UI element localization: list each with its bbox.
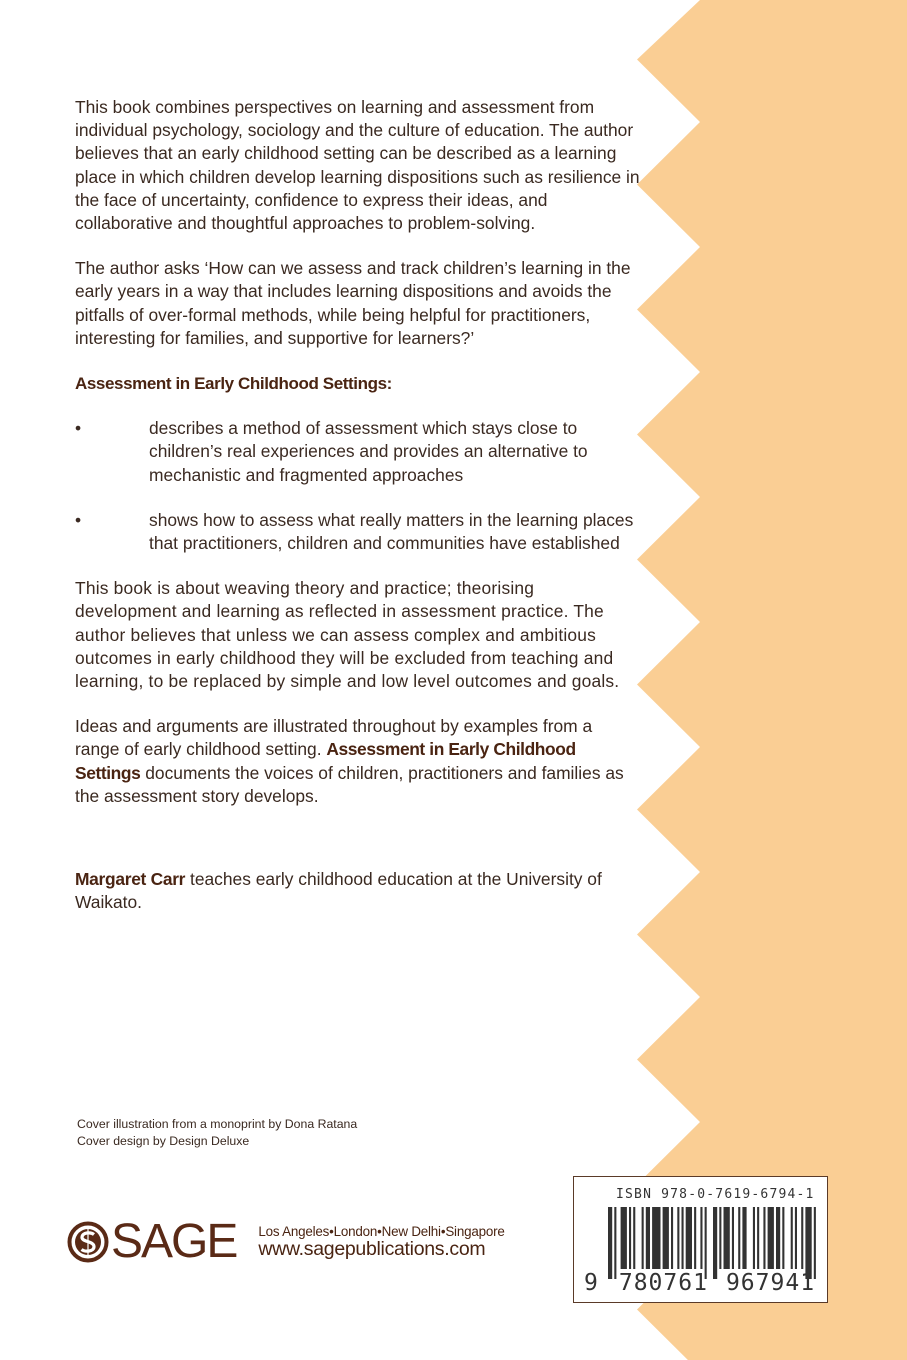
feature-text: shows how to assess what really matters in the learning places that practitioners, children and communities have established xyxy=(149,509,634,554)
barcode-lead-digit: 9 xyxy=(584,1270,599,1296)
publisher-block xyxy=(67,1215,505,1268)
author-bio xyxy=(75,868,640,914)
sage-logo xyxy=(67,1215,237,1268)
barcode-right-digits: 967941 xyxy=(725,1270,816,1296)
sage-wordmark: SAGE xyxy=(111,1215,237,1268)
question-paragraph: The author asks ‘How can we assess and track children’s learning in the early years in a way that includes learning dispositions and avoids the pitfalls of over-formal methods, while being helpful for practitioners, interesting for families, and supportive for learners?’ xyxy=(75,258,631,348)
examples-text-end: documents the voices of children, practitioners and families as the assessment story develops. xyxy=(75,762,624,806)
back-cover-blurb xyxy=(75,96,640,914)
feature-list-item xyxy=(75,417,640,487)
isbn-label: ISBN 978-0-7619-6794-1 xyxy=(616,1187,815,1202)
theory-practice-paragraph: This book is about weaving theory and practice; theorising development and learning as reflected in assessment practice. The author believes that unless we can assess complex and ambitious outcomes in early childhood they will be excluded from teaching and learning, to be replaced by simple and low level outcomes and goals. xyxy=(75,578,620,692)
author-name: Margaret Carr xyxy=(75,869,186,890)
author-bio-text: teaches early childhood education at the University of Waikato. xyxy=(75,869,602,913)
publisher-info xyxy=(258,1224,504,1260)
book-title-heading: Assessment in Early Childhood Settings: xyxy=(75,374,392,394)
feature-text: describes a method of assessment which stays close to children’s real experiences and provides an alternative to mechanistic and fragmented approaches xyxy=(149,418,588,485)
design-credit: Cover design by Design Deluxe xyxy=(77,1134,250,1148)
bullet-icon: • xyxy=(75,509,82,530)
feature-list xyxy=(75,417,640,555)
sage-s-circle-icon xyxy=(67,1221,109,1263)
publisher-cities: Los Angeles•London•New Delhi•Singapore xyxy=(258,1224,505,1239)
examples-paragraph xyxy=(75,715,640,808)
isbn-barcode xyxy=(573,1176,828,1303)
barcode-left-digits: 780761 xyxy=(618,1270,708,1296)
publisher-url: www.sagepublications.com xyxy=(258,1238,486,1260)
feature-list-item xyxy=(75,509,640,555)
bullet-icon: • xyxy=(75,418,82,439)
cover-credits xyxy=(77,1116,357,1150)
intro-paragraph: This book combines perspectives on learning and assessment from individual psychology, sociology and the culture of education. The author believes that an early childhood setting can be described as a learning place in which children develop learning dispositions such as resilience in the face of uncertainty, confidence to express their ideas, and collaborative and thoughtful approaches to problem-solving. xyxy=(75,97,640,234)
illustration-credit: Cover illustration from a monoprint by Dona Ratana xyxy=(77,1117,358,1131)
barcode-digits xyxy=(584,1270,815,1296)
book-title-inline: Assessment in Early Childhood Settings xyxy=(75,739,576,783)
examples-text-start: Ideas and arguments are illustrated throughout by examples from a range of early childhood setting. xyxy=(75,716,593,760)
